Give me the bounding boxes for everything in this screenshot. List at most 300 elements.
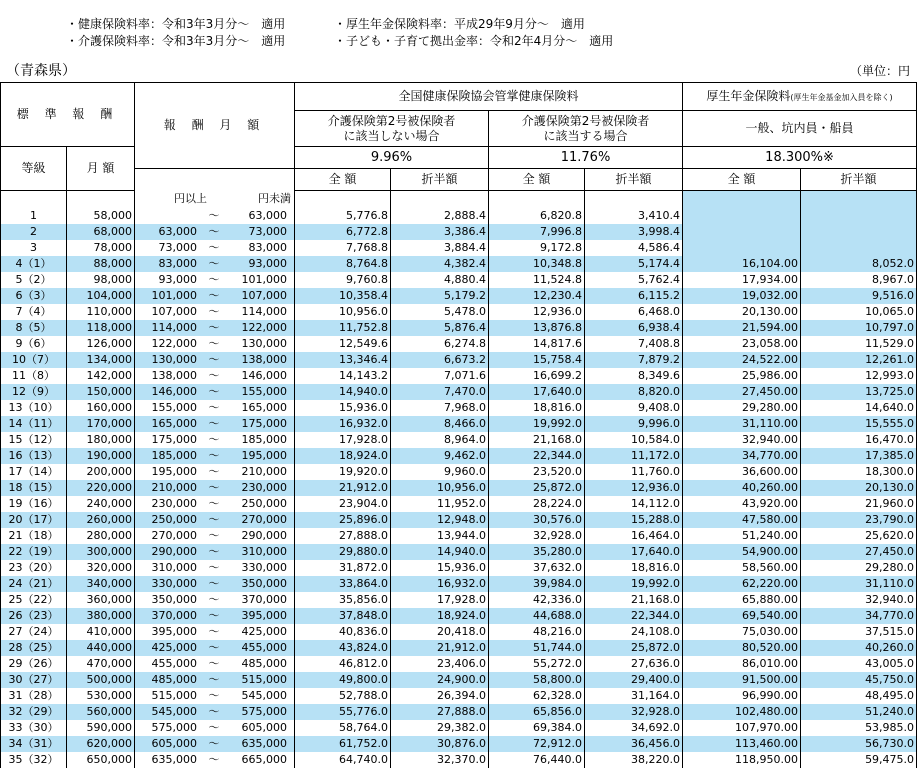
band-lower-bound: 185,000 (151, 448, 198, 462)
band-tilde: ～ (208, 224, 220, 238)
table-row (1, 432, 917, 448)
pension-half-cell: 25,620.0 (801, 528, 917, 544)
table-row (1, 240, 917, 256)
pension-half-cell: 11,529.0 (801, 336, 917, 352)
monthly-amount-cell: 260,000 (67, 512, 135, 528)
band-lower-bound: 545,000 (151, 704, 198, 718)
band-upper-bound: 146,000 (241, 368, 288, 382)
remuneration-band-cell (135, 592, 295, 608)
no-care-full-cell: 27,888.0 (295, 528, 391, 544)
band-upper-bound: 138,000 (241, 352, 288, 366)
pension-half-cell: 8,967.0 (801, 272, 917, 288)
table-row (1, 272, 917, 288)
remuneration-band-cell (135, 432, 295, 448)
table-row (1, 384, 917, 400)
with-care-half-cell: 3,410.4 (585, 208, 683, 224)
grade-cell: 33（30） (1, 720, 67, 736)
band-lower-bound: 230,000 (151, 496, 198, 510)
table-row (1, 368, 917, 384)
pension-half-cell: 9,516.0 (801, 288, 917, 304)
no-care-half-cell: 26,394.0 (391, 688, 489, 704)
grade-cell: 28（25） (1, 640, 67, 656)
with-care-half-header: 折半額 (585, 169, 683, 191)
with-care-half-cell: 32,928.0 (585, 704, 683, 720)
table-header (1, 83, 917, 191)
pension-full-cell: 43,920.00 (683, 496, 801, 512)
monthly-amount-cell: 380,000 (67, 608, 135, 624)
band-upper-bound: 175,000 (241, 416, 288, 430)
band-upper-bound: 270,000 (241, 512, 288, 526)
no-care-half-cell: 10,956.0 (391, 480, 489, 496)
pension-half-cell: 16,470.0 (801, 432, 917, 448)
band-upper-bound: 155,000 (241, 384, 288, 398)
table-row (1, 400, 917, 416)
no-care-half-cell: 9,462.0 (391, 448, 489, 464)
no-care-full-cell: 33,864.0 (295, 576, 391, 592)
pension-half-cell: 37,515.0 (801, 624, 917, 640)
band-lower-bound: 130,000 (151, 352, 198, 366)
no-care-full-cell: 31,872.0 (295, 560, 391, 576)
pension-full-cell: 69,540.00 (683, 608, 801, 624)
table-row (1, 544, 917, 560)
pension-full-cell: 86,010.00 (683, 656, 801, 672)
band-tilde: ～ (208, 208, 220, 222)
monthly-amount-cell: 500,000 (67, 672, 135, 688)
band-tilde: ～ (208, 240, 220, 254)
band-upper-bound: 130,000 (241, 336, 288, 350)
no-care-half-cell: 3,386.4 (391, 224, 489, 240)
with-care-half-cell: 29,400.0 (585, 672, 683, 688)
yen-range-blank-3 (489, 191, 585, 208)
table-row (1, 576, 917, 592)
rate-notes (66, 16, 613, 50)
no-care-half-cell: 7,071.6 (391, 368, 489, 384)
grade-cell: 2 (1, 224, 67, 240)
grade-cell: 13（10） (1, 400, 67, 416)
with-care-half-cell: 11,172.0 (585, 448, 683, 464)
pension-full-cell: 23,058.00 (683, 336, 801, 352)
no-care-full-cell: 16,932.0 (295, 416, 391, 432)
with-care-full-cell: 7,996.8 (489, 224, 585, 240)
band-tilde: ～ (208, 608, 220, 622)
no-care-half-cell: 7,968.0 (391, 400, 489, 416)
grade-cell: 25（22） (1, 592, 67, 608)
monthly-amount-cell: 320,000 (67, 560, 135, 576)
with-care-half-cell: 21,168.0 (585, 592, 683, 608)
band-lower-bound: 175,000 (151, 432, 198, 446)
pension-blank-cell (801, 208, 917, 224)
pension-half-cell: 31,110.0 (801, 576, 917, 592)
table-row (1, 688, 917, 704)
band-tilde: ～ (208, 448, 220, 462)
premium-table-sheet (0, 82, 915, 766)
table-row (1, 560, 917, 576)
pension-full-cell: 65,880.00 (683, 592, 801, 608)
pension-rate-note: ・厚生年金保険料率：平成29年9月分～ 適用 (334, 17, 585, 31)
no-care-half-cell: 12,948.0 (391, 512, 489, 528)
unit-label: （単位：円 (850, 64, 911, 78)
monthly-amount-cell: 200,000 (67, 464, 135, 480)
band-lower-bound: 350,000 (151, 592, 198, 606)
with-care-full-cell: 6,820.8 (489, 208, 585, 224)
pension-full-cell: 31,110.00 (683, 416, 801, 432)
with-care-full-header: 全 額 (489, 169, 585, 191)
remuneration-band-cell (135, 576, 295, 592)
table-row (1, 736, 917, 752)
remuneration-band-cell (135, 496, 295, 512)
monthly-amount-cell: 280,000 (67, 528, 135, 544)
band-tilde: ～ (208, 560, 220, 574)
yen-range-cell (135, 191, 295, 208)
band-tilde: ～ (208, 656, 220, 670)
band-upper-bound: 165,000 (241, 400, 288, 414)
band-upper-bound: 195,000 (241, 448, 288, 462)
with-care-half-cell: 6,115.2 (585, 288, 683, 304)
pension-note: (厚生年金基金加入員を除く) (790, 92, 893, 102)
monthly-amount-cell: 110,000 (67, 304, 135, 320)
band-lower-bound: 63,000 (158, 224, 198, 238)
pension-full-cell: 34,770.00 (683, 448, 801, 464)
pension-full-cell: 47,580.00 (683, 512, 801, 528)
rate-notes-row-2 (66, 33, 613, 50)
table-row (1, 608, 917, 624)
no-care-half-cell: 16,932.0 (391, 576, 489, 592)
monthly-amount-cell: 98,000 (67, 272, 135, 288)
no-care-full-cell: 8,764.8 (295, 256, 391, 272)
table-row (1, 704, 917, 720)
pension-half-cell: 13,725.0 (801, 384, 917, 400)
grade-cell: 1 (1, 208, 67, 224)
pension-full-cell: 25,986.00 (683, 368, 801, 384)
with-care-half-cell: 24,108.0 (585, 624, 683, 640)
pension-half-cell: 23,790.0 (801, 512, 917, 528)
band-lower-bound: 395,000 (151, 624, 198, 638)
band-tilde: ～ (208, 752, 220, 766)
remuneration-band-cell (135, 352, 295, 368)
yen-range-row (1, 191, 917, 208)
pension-half-cell: 34,770.0 (801, 608, 917, 624)
grade-cell: 15（12） (1, 432, 67, 448)
band-tilde: ～ (208, 720, 220, 734)
no-care-full-cell: 29,880.0 (295, 544, 391, 560)
monthly-amount-cell: 134,000 (67, 352, 135, 368)
pension-half-cell: 29,280.0 (801, 560, 917, 576)
with-care-full-cell: 55,272.0 (489, 656, 585, 672)
band-lower-bound: 370,000 (151, 608, 198, 622)
rate-no-care: 9.96% (295, 147, 489, 169)
band-upper-bound: 350,000 (241, 576, 288, 590)
no-care-full-cell: 61,752.0 (295, 736, 391, 752)
child-rate-note: ・子ども・子育て拠出金率：令和2年4月分～ 適用 (334, 34, 614, 48)
no-care-full-cell: 19,920.0 (295, 464, 391, 480)
band-lower-bound: 122,000 (151, 336, 198, 350)
remuneration-band-cell (135, 448, 295, 464)
pension-half-cell: 45,750.0 (801, 672, 917, 688)
remuneration-band-cell (135, 400, 295, 416)
with-care-half-cell: 31,164.0 (585, 688, 683, 704)
pension-half-cell: 10,797.0 (801, 320, 917, 336)
grade-cell: 27（24） (1, 624, 67, 640)
grade-cell: 17（14） (1, 464, 67, 480)
band-lower-bound: 146,000 (151, 384, 198, 398)
with-care-full-cell: 76,440.0 (489, 752, 585, 768)
with-care-full-cell: 48,216.0 (489, 624, 585, 640)
band-tilde: ～ (208, 672, 220, 686)
pension-blank-top-half (801, 191, 917, 208)
no-care-half-cell: 15,936.0 (391, 560, 489, 576)
band-lower-bound: 270,000 (151, 528, 198, 542)
pension-full-cell: 16,104.00 (683, 256, 801, 272)
band-upper-bound: 485,000 (241, 656, 288, 670)
monthly-amount-cell: 150,000 (67, 384, 135, 400)
grade-cell: 34（31） (1, 736, 67, 752)
with-care-half-cell: 3,998.4 (585, 224, 683, 240)
remuneration-band-cell (135, 208, 295, 224)
yen-range-monthly-cell (67, 191, 135, 208)
remuneration-band-subheader (135, 169, 295, 191)
band-tilde: ～ (208, 688, 220, 702)
monthly-amount-cell: 142,000 (67, 368, 135, 384)
table-row (1, 720, 917, 736)
pension-half-header: 折半額 (801, 169, 917, 191)
monthly-amount-cell: 126,000 (67, 336, 135, 352)
with-care-half-cell: 22,344.0 (585, 608, 683, 624)
pension-blank-cell (683, 224, 801, 240)
table-row (1, 256, 917, 272)
band-tilde: ～ (208, 352, 220, 366)
band-lower-bound: 73,000 (158, 240, 198, 254)
with-care-half-cell: 10,584.0 (585, 432, 683, 448)
no-care-half-cell: 8,964.0 (391, 432, 489, 448)
with-care-full-cell: 58,800.0 (489, 672, 585, 688)
care-rate-note: ・介護保険料率：令和3年3月分～ 適用 (66, 34, 286, 48)
with-care-full-cell: 18,816.0 (489, 400, 585, 416)
no-care-half-cell: 32,370.0 (391, 752, 489, 768)
remuneration-band-cell (135, 608, 295, 624)
band-upper-bound: 665,000 (241, 752, 288, 766)
table-row (1, 624, 917, 640)
with-care-full-cell: 10,348.8 (489, 256, 585, 272)
no-care-half-cell: 11,952.0 (391, 496, 489, 512)
band-lower-bound (135, 209, 197, 223)
pension-full-header: 全 額 (683, 169, 801, 191)
grade-cell: 9（6） (1, 336, 67, 352)
monthly-amount-cell: 360,000 (67, 592, 135, 608)
band-upper-bound: 515,000 (241, 672, 288, 686)
band-tilde: ～ (208, 592, 220, 606)
pension-half-cell: 18,300.0 (801, 464, 917, 480)
band-upper-bound: 73,000 (248, 224, 288, 238)
remuneration-band-cell (135, 480, 295, 496)
yen-range-blank-2 (391, 191, 489, 208)
no-care-half-cell: 14,940.0 (391, 544, 489, 560)
with-care-half-cell: 6,938.4 (585, 320, 683, 336)
monthly-amount-cell: 560,000 (67, 704, 135, 720)
grade-cell: 8（5） (1, 320, 67, 336)
band-upper-bound: 83,000 (248, 240, 288, 254)
rate-notes-row-1 (66, 16, 613, 33)
pension-full-cell: 29,280.00 (683, 400, 801, 416)
no-care-full-cell: 11,752.8 (295, 320, 391, 336)
with-care-full-cell: 19,992.0 (489, 416, 585, 432)
band-tilde: ～ (208, 464, 220, 478)
with-care-full-cell: 12,230.4 (489, 288, 585, 304)
pension-half-cell: 12,261.0 (801, 352, 917, 368)
pension-half-cell: 53,985.0 (801, 720, 917, 736)
band-tilde: ～ (208, 416, 220, 430)
no-care-full-cell: 21,912.0 (295, 480, 391, 496)
yen-range-grade-cell (1, 191, 67, 208)
band-upper-bound: 250,000 (241, 496, 288, 510)
table-row (1, 416, 917, 432)
band-upper-bound: 93,000 (248, 256, 288, 270)
monthly-amount-cell: 180,000 (67, 432, 135, 448)
no-care-half-cell: 4,880.4 (391, 272, 489, 288)
monthly-amount-cell: 58,000 (67, 208, 135, 224)
with-care-full-cell: 72,912.0 (489, 736, 585, 752)
band-tilde: ～ (208, 736, 220, 750)
no-care-half-cell: 30,876.0 (391, 736, 489, 752)
remuneration-band-cell (135, 512, 295, 528)
with-care-half-cell: 36,456.0 (585, 736, 683, 752)
monthly-amount-cell: 300,000 (67, 544, 135, 560)
no-care-full-cell: 10,358.4 (295, 288, 391, 304)
no-care-half-cell: 21,912.0 (391, 640, 489, 656)
no-care-full-cell: 43,824.0 (295, 640, 391, 656)
remuneration-band-cell (135, 544, 295, 560)
remuneration-band-cell (135, 288, 295, 304)
monthly-amount-cell: 620,000 (67, 736, 135, 752)
band-lower-bound: 165,000 (151, 416, 198, 430)
remuneration-band-cell (135, 464, 295, 480)
band-tilde: ～ (208, 400, 220, 414)
with-care-full-cell: 9,172.8 (489, 240, 585, 256)
band-lower-bound: 330,000 (151, 576, 198, 590)
with-care-full-cell: 39,984.0 (489, 576, 585, 592)
band-lower-bound: 425,000 (151, 640, 198, 654)
pension-half-cell: 51,240.0 (801, 704, 917, 720)
kyokai-health-header: 全国健康保険協会管掌健康保険料 (295, 83, 683, 111)
monthly-amount-cell: 118,000 (67, 320, 135, 336)
with-care-full-cell: 13,876.8 (489, 320, 585, 336)
remuneration-band-cell (135, 384, 295, 400)
health-rate-note: ・健康保険料率：令和3年3月分～ 適用 (66, 17, 286, 31)
pension-blank-top (683, 191, 801, 208)
yen-range-blank-4 (585, 191, 683, 208)
with-care-half-cell: 7,879.2 (585, 352, 683, 368)
no-care-full-cell: 49,800.0 (295, 672, 391, 688)
table-row (1, 464, 917, 480)
pension-half-cell: 20,130.0 (801, 480, 917, 496)
with-care-full-cell: 21,168.0 (489, 432, 585, 448)
no-care-full-cell: 55,776.0 (295, 704, 391, 720)
monthly-amount-cell: 68,000 (67, 224, 135, 240)
table-row (1, 672, 917, 688)
band-tilde: ～ (208, 624, 220, 638)
band-tilde: ～ (208, 512, 220, 526)
no-care-half-cell: 29,382.0 (391, 720, 489, 736)
no-care-header: 介護保険第2号被保険者 に該当しない場合 (295, 111, 489, 147)
with-care-half-cell: 14,112.0 (585, 496, 683, 512)
premium-table (0, 82, 917, 768)
with-care-full-cell: 51,744.0 (489, 640, 585, 656)
grade-cell: 24（21） (1, 576, 67, 592)
no-care-half-cell: 2,888.4 (391, 208, 489, 224)
with-care-full-cell: 16,699.2 (489, 368, 585, 384)
pension-full-cell: 32,940.00 (683, 432, 801, 448)
band-lower-bound: 83,000 (158, 256, 198, 270)
no-care-half-cell: 4,382.4 (391, 256, 489, 272)
with-care-half-cell: 17,640.0 (585, 544, 683, 560)
with-care-full-cell: 42,336.0 (489, 592, 585, 608)
remuneration-band-cell (135, 624, 295, 640)
with-care-full-cell: 28,224.0 (489, 496, 585, 512)
remuneration-band-cell (135, 720, 295, 736)
table-body (1, 191, 917, 768)
table-row (1, 656, 917, 672)
prefecture-label: （青森県） (6, 63, 76, 79)
grade-cell: 21（18） (1, 528, 67, 544)
band-upper-bound: 185,000 (241, 432, 288, 446)
with-care-half-cell: 12,936.0 (585, 480, 683, 496)
remuneration-band-cell (135, 272, 295, 288)
with-care-half-cell: 11,760.0 (585, 464, 683, 480)
pension-full-cell: 58,560.00 (683, 560, 801, 576)
with-care-full-cell: 37,632.0 (489, 560, 585, 576)
no-care-full-cell: 10,956.0 (295, 304, 391, 320)
no-care-full-cell: 14,143.2 (295, 368, 391, 384)
standard-remuneration-header: 標 準 報 酬 (1, 83, 135, 147)
pension-full-cell: 17,934.00 (683, 272, 801, 288)
remuneration-band-cell (135, 752, 295, 768)
no-care-half-header: 折半額 (391, 169, 489, 191)
grade-cell: 23（20） (1, 560, 67, 576)
band-upper-bound: 210,000 (241, 464, 288, 478)
with-care-half-cell: 18,816.0 (585, 560, 683, 576)
pension-half-cell: 10,065.0 (801, 304, 917, 320)
pension-half-cell: 12,993.0 (801, 368, 917, 384)
with-care-full-cell: 44,688.0 (489, 608, 585, 624)
grade-cell: 10（7） (1, 352, 67, 368)
monthly-amount-cell: 650,000 (67, 752, 135, 768)
band-lower-bound: 138,000 (151, 368, 198, 382)
grade-cell: 31（28） (1, 688, 67, 704)
table-row (1, 448, 917, 464)
no-care-half-cell: 5,876.4 (391, 320, 489, 336)
with-care-half-cell: 16,464.0 (585, 528, 683, 544)
pension-half-cell: 59,475.0 (801, 752, 917, 768)
pension-half-cell: 17,385.0 (801, 448, 917, 464)
no-care-full-cell: 9,760.8 (295, 272, 391, 288)
no-care-full-cell: 52,788.0 (295, 688, 391, 704)
rate-with-care: 11.76% (489, 147, 683, 169)
band-lower-bound: 455,000 (151, 656, 198, 670)
pension-full-cell: 19,032.00 (683, 288, 801, 304)
band-tilde: ～ (208, 480, 220, 494)
no-care-full-cell: 40,836.0 (295, 624, 391, 640)
band-upper-bound: 395,000 (241, 608, 288, 622)
grade-cell: 29（26） (1, 656, 67, 672)
with-care-full-cell: 23,520.0 (489, 464, 585, 480)
band-tilde: ～ (208, 544, 220, 558)
table-row (1, 512, 917, 528)
pension-full-cell: 21,594.00 (683, 320, 801, 336)
band-tilde: ～ (208, 640, 220, 654)
with-care-full-cell: 15,758.4 (489, 352, 585, 368)
band-tilde: ～ (208, 704, 220, 718)
band-upper-bound: 425,000 (241, 624, 288, 638)
no-care-full-header: 全 額 (295, 169, 391, 191)
